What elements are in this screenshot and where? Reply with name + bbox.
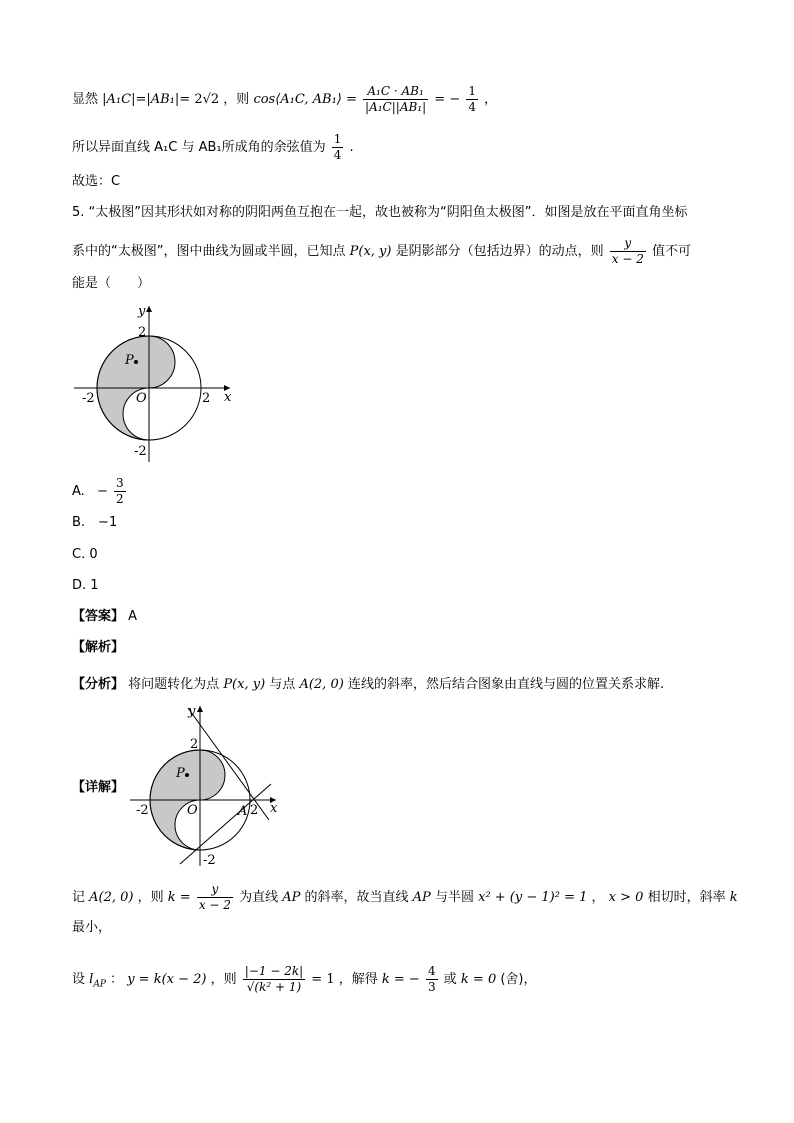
answer-line bbox=[72, 607, 137, 627]
label-2-right-2: 2 bbox=[250, 803, 259, 818]
fenxi-point-p: P(x, y) bbox=[223, 677, 266, 692]
line-choice bbox=[72, 172, 120, 192]
detail3-t7: (舍)， bbox=[500, 972, 537, 987]
line-conclusion bbox=[72, 132, 354, 163]
option-a-num: 3 bbox=[115, 476, 124, 490]
xiangjie-label: 【详解】 bbox=[72, 780, 125, 795]
label-neg2-left: -2 bbox=[82, 391, 95, 406]
detail3-k1: k = − bbox=[381, 972, 420, 987]
fenxi-label: 【分析】 bbox=[72, 677, 125, 692]
conclusion-fraction bbox=[332, 132, 344, 163]
option-a bbox=[72, 476, 128, 507]
cos-fraction-numerator: A₁C · AB₁ bbox=[363, 84, 428, 100]
question-fraction bbox=[610, 236, 646, 267]
detail3-k1-fraction bbox=[426, 964, 438, 995]
label-neg2-bottom-2: -2 bbox=[203, 853, 216, 868]
detail1-point-a: A(2, 0) bbox=[89, 890, 134, 905]
text-ze: ，则 bbox=[223, 92, 250, 107]
detail3-t2: ： bbox=[110, 972, 124, 987]
fenxi-text-3: 连线的斜率，然后结合图象由直线与圆的位置关系求解. bbox=[347, 677, 665, 692]
answer-label: 【答案】 bbox=[72, 609, 125, 624]
question-line-3 bbox=[72, 274, 150, 294]
detail3-l-sub: AP bbox=[93, 979, 106, 990]
option-a-label: A. bbox=[72, 484, 85, 499]
xiangjie-line bbox=[72, 778, 124, 798]
choice-text: 故选：C bbox=[72, 174, 121, 189]
detail1-t6: ， bbox=[591, 890, 605, 905]
label-o-2: O bbox=[187, 803, 198, 818]
option-c-text: C. 0 bbox=[72, 547, 98, 562]
vector-magnitudes: |A₁C|=|AB₁|= bbox=[102, 92, 191, 107]
label-y: y bbox=[138, 304, 146, 319]
detail1-ap-2: AP bbox=[412, 890, 431, 905]
option-d-text: D. 1 bbox=[72, 578, 99, 593]
detail3-t1: 设 bbox=[72, 972, 86, 987]
fenxi-point-a: A(2, 0) bbox=[299, 677, 344, 692]
question-text-3: 能是（ ） bbox=[72, 276, 151, 291]
line-magnitudes bbox=[72, 84, 497, 115]
detail3-k2: k = 0 bbox=[460, 972, 497, 987]
detail3-den: √(k² + 1) bbox=[246, 980, 302, 994]
conclusion-end: . bbox=[349, 140, 354, 155]
detail1-t4: 的斜率，故当直线 bbox=[304, 890, 409, 905]
detail-line-1 bbox=[72, 882, 738, 913]
label-2-right: 2 bbox=[202, 391, 211, 406]
equals-minus: = − bbox=[434, 92, 461, 107]
detail1-den: x − 2 bbox=[198, 898, 231, 912]
question-fraction-num: y bbox=[610, 236, 646, 252]
result-fraction bbox=[466, 84, 478, 115]
conclusion-numerator: 1 bbox=[333, 132, 342, 146]
option-d bbox=[72, 576, 99, 596]
detail3-l: l bbox=[89, 972, 94, 987]
label-x: x bbox=[224, 390, 232, 405]
detail1-kk: k bbox=[729, 890, 738, 905]
detail-line-2 bbox=[72, 918, 111, 938]
question-line-1 bbox=[72, 203, 687, 223]
cos-fraction-denominator: |A₁C||AB₁| bbox=[365, 100, 427, 114]
label-a-2: A bbox=[238, 804, 248, 819]
option-c bbox=[72, 545, 98, 565]
option-a-den: 2 bbox=[115, 492, 124, 506]
label-x-2: x bbox=[270, 801, 278, 816]
option-a-fraction bbox=[114, 476, 126, 507]
detail1-t3: 为直线 bbox=[239, 890, 279, 905]
question-text-2b: 是阴影部分（包括边界）的动点，则 bbox=[395, 244, 604, 259]
detail-line-3 bbox=[72, 964, 537, 995]
detail3-k1-den: 3 bbox=[427, 980, 436, 994]
detail3-num: |−1 − 2k| bbox=[244, 964, 304, 978]
question-text-2a: 系中的“太极图”，图中曲线为圆或半圆，已知点 bbox=[72, 244, 346, 259]
label-o: O bbox=[136, 391, 147, 406]
fenxi-text-2: 与点 bbox=[269, 677, 296, 692]
conclusion-text: 所以异面直线 A₁C 与 AB₁所成角的余弦值为 bbox=[72, 140, 326, 155]
question-point: P(x, y) bbox=[349, 244, 392, 259]
detail1-ap: AP bbox=[282, 890, 301, 905]
question-text-1: 5. “太极图”因其形状如对称的阴阳两鱼互抱在一起，故也被称为“阴阳鱼太极图”．如图是放在平面直角坐标 bbox=[72, 205, 688, 220]
analysis-label: 【解析】 bbox=[72, 640, 125, 655]
question-fraction-den: x − 2 bbox=[611, 252, 644, 266]
cos-expression: cos⟨A₁C, AB₁⟩ = bbox=[253, 92, 357, 107]
detail3-eq: y = k(x − 2) bbox=[127, 972, 207, 987]
detail3-t4: = 1 bbox=[311, 972, 335, 987]
result-denominator: 4 bbox=[468, 100, 476, 114]
detail1-k: k = bbox=[167, 890, 191, 905]
result-numerator: 1 bbox=[468, 84, 476, 98]
taiji-figure bbox=[70, 300, 240, 465]
fenxi-text-1: 将问题转化为点 bbox=[128, 677, 220, 692]
point-p bbox=[134, 360, 138, 364]
detail1-t5: 与半圆 bbox=[434, 890, 474, 905]
label-p-2: P bbox=[176, 766, 185, 781]
detail1-t1: 记 bbox=[72, 890, 86, 905]
option-a-sign: − bbox=[96, 484, 108, 499]
detail1-num: y bbox=[197, 882, 233, 898]
question-line-2 bbox=[72, 236, 691, 267]
detail3-k1-num: 4 bbox=[427, 964, 436, 978]
analysis-line bbox=[72, 638, 124, 658]
point-p-2 bbox=[185, 773, 189, 777]
detail1-circle: x² + (y − 1)² = 1 bbox=[478, 890, 588, 905]
label-neg2-left-2: -2 bbox=[136, 803, 149, 818]
option-b-text: B. −1 bbox=[72, 515, 118, 530]
magnitude-value: 2√2 bbox=[194, 92, 220, 107]
label-y-2: y bbox=[188, 704, 196, 719]
label-2-top: 2 bbox=[138, 325, 147, 340]
label-neg2-bottom: -2 bbox=[134, 444, 147, 459]
tangent-figure bbox=[124, 702, 284, 870]
detail1-t7: 相切时，斜率 bbox=[647, 890, 726, 905]
detail1-t2: ，则 bbox=[137, 890, 164, 905]
conclusion-denominator: 4 bbox=[333, 148, 342, 162]
detail3-t6: 或 bbox=[443, 972, 457, 987]
detail3-t5: ，解得 bbox=[338, 972, 378, 987]
text-xianran: 显然 bbox=[72, 92, 99, 107]
cos-fraction bbox=[363, 84, 428, 115]
detail3-t3: ，则 bbox=[210, 972, 237, 987]
question-text-2c: 值不可 bbox=[652, 244, 692, 259]
line1-end: ， bbox=[484, 92, 498, 107]
detail1-cond: x > 0 bbox=[608, 890, 644, 905]
detail2-text: 最小， bbox=[72, 920, 112, 935]
label-p: P bbox=[125, 353, 134, 368]
detail3-fraction bbox=[243, 964, 305, 995]
option-b bbox=[72, 513, 117, 533]
answer-value: A bbox=[128, 609, 138, 624]
label-2-top-2: 2 bbox=[190, 737, 199, 752]
fenxi-line bbox=[72, 675, 664, 695]
detail1-fraction bbox=[197, 882, 233, 913]
